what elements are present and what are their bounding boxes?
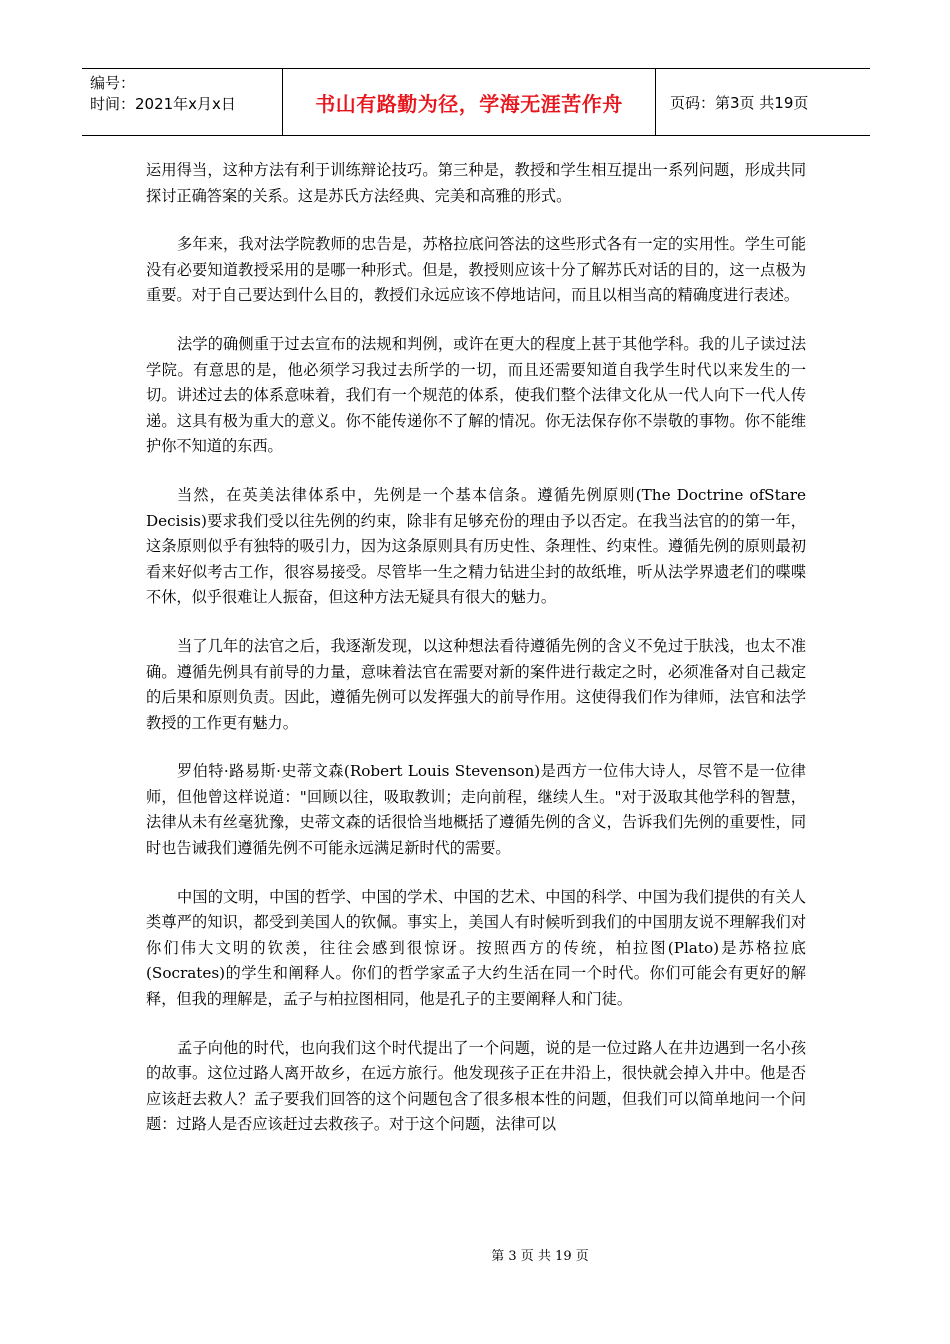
document-header xyxy=(82,68,870,136)
paragraph: 当了几年的法官之后，我逐渐发现，以这种想法看待遵循先例的含义不免过于肤浅，也太不准确。遵循先例具有前导的力量，意味着法官在需要对新的案件进行裁定之时，必须准备对自己裁定的后果和原则负责。因此，遵循先例可以发挥强大的前导作用。这使得我们作为律师，法官和法学教授的工作更有魅力。 xyxy=(146,636,806,732)
paragraph: 中国的文明，中国的哲学、中国的学术、中国的艺术、中国的科学、中国为我们提供的有关人类尊严的知识，都受到美国人的钦佩。事实上，美国人有时候听到我们的中国朋友说不理解我们对你们伟大文明的钦羡，往往会感到很惊讶。按照西方的传统，柏拉图(Plato)是苏格拉底(Socrates)的学生和阐释人。你们的哲学家孟子大约生活在同一个时代。你们可能会有更好的解释，但我的理解是，孟子与柏拉图相同，他是孔子的主要阐释人和门徒。 xyxy=(146,887,806,1009)
number-label: 编号： xyxy=(90,74,136,92)
motto: 书山有路勤为径，学海无涯苦作舟 xyxy=(282,69,656,135)
date-label: 时间：2021年x月x日 xyxy=(90,95,236,113)
page-footer: 第 3 页 共 19 页 xyxy=(491,1249,589,1264)
paragraph: 孟子向他的时代，也向我们这个时代提出了一个问题，说的是一位过路人在井边遇到一名小孩的故事。这位过路人离开故乡，在远方旅行。他发现孩子正在井沿上，很快就会掉入井中。他是否应该赶去救人？孟子要我们回答的这个问题包含了很多根本性的问题，但我们可以简单地问一个问题：过路人是否应该赶过去救孩子。对于这个问题，法律可以 xyxy=(146,1038,806,1134)
header-meta xyxy=(82,69,282,135)
page-info: 页码：第3页 共19页 xyxy=(670,93,809,112)
paragraph: 当然，在英美法律体系中，先例是一个基本信条。遵循先例原则(The Doctrine ofStare Decisis)要求我们受以往先例的约束，除非有足够充份的理由予以否定。在我当法官的的第一年，这条原则似乎有独特的吸引力，因为这条原则具有历史性、条理性、约束性。遵循先例的原则最初看来好似考古工作，很容易接受。尽管毕一生之精力钻进尘封的故纸堆，听从法学界遗老们的喋喋不休，似乎很难让人振奋，但这种方法无疑具有很大的魅力。 xyxy=(146,485,806,607)
paragraph: 多年来，我对法学院教师的忠告是，苏格拉底问答法的这些形式各有一定的实用性。学生可能没有必要知道教授采用的是哪一种形式。但是，教授则应该十分了解苏氏对话的目的，这一点极为重要。对于自己要达到什么目的，教授们永远应该不停地诘问，而且以相当高的精确度进行表述。 xyxy=(146,235,806,305)
paragraph: 罗伯特·路易斯·史蒂文森(Robert Louis Stevenson)是西方一位伟大诗人，尽管不是一位律师，但他曾这样说道："回顾以往，吸取教训；走向前程，继续人生。"对于汲取其他学科的智慧，法律从未有丝毫犹豫，史蒂文森的话很恰当地概括了遵循先例的含义，告诉我们先例的重要性，同时也告诫我们遵循先例不可能永远满足新时代的需要。 xyxy=(146,762,806,858)
document-body xyxy=(146,158,806,1161)
paragraph: 运用得当，这种方法有利于训练辩论技巧。第三种是，教授和学生相互提出一系列问题，形成共同探讨正确答案的关系。这是苏氏方法经典、完美和高雅的形式。 xyxy=(146,161,806,205)
paragraph: 法学的确侧重于过去宣布的法规和判例，或许在更大的程度上甚于其他学科。我的儿子读过法学院。有意思的是，他必须学习我过去所学的一切，而且还需要知道自我学生时代以来发生的一切。讲述过去的体系意味着，我们有一个规范的体系，使我们整个法律文化从一代人向下一代人传递。这具有极为重大的意义。你不能传递你不了解的情况。你无法保存你不崇敬的事物。你不能维护你不知道的东西。 xyxy=(146,334,806,456)
